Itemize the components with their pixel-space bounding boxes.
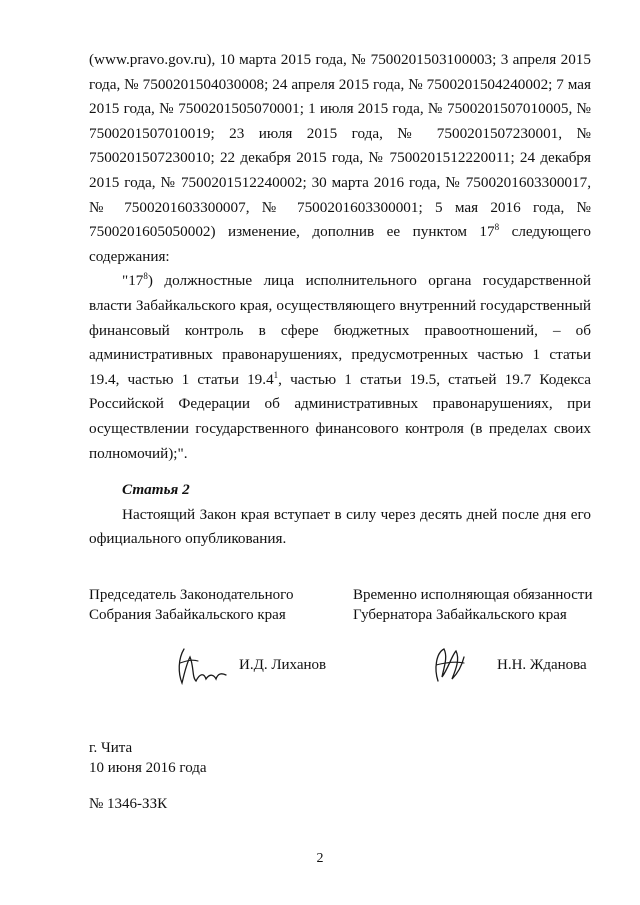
chairman-signature-block bbox=[89, 585, 293, 625]
place-and-date bbox=[89, 738, 207, 778]
new-item-paragraph: "$17^8$) должностные лица исполнительного органа государственной власти Забайкальского края, осуществляющего внутренний государственный финансовый контроль в сфере бюджетных правоотношений, – об административных правонарушениях, предусмотренных частью 1 статьи 19.4, частью 1 статьи 19.4$^1$, частью 1 статьи 19.5, статьей 19.7 Кодекса Российской Федерации об административных правонарушениях, при осуществлении государственного финансового контроля (в пределах своих полномочий);". bbox=[89, 271, 592, 462]
handwritten-signature-right bbox=[430, 643, 470, 687]
article-2-text: Настоящий Закон края вступает в силу через десять дней после дня его официального опубликования. bbox=[89, 505, 591, 548]
amendment-paragraph: (www.pravo.gov.ru), 10 марта 2015 года, № 7500201503100003; 3 апреля 2015 года, № 7500201504030008; 24 апреля 2015 года, № 7500201504240002; 7 мая 2015 года, № 7500201505070001; 1 июля 2015 года, № 7500201507010005, № 7500201507010019; 23 июля 2015 года, № 7500201507230001, № 7500201507230010; 22 декабря 2015 года, № 7500201512220011; 24 декабря 2015 года, № 7500201512240002; 30 марта 2016 года, № 7500201603300017, № 7500201603300007, № 7500201603300001; 5 мая 2016 года, № 7500201605050002) изменение, дополнив ее пунктом $17^8$ следующего содержания: bbox=[89, 51, 591, 265]
law-body bbox=[89, 48, 591, 552]
governor-title-line-2: Губернатора Забайкальского края bbox=[353, 607, 567, 623]
page-number: 2 bbox=[316, 851, 324, 866]
handwritten-signature-left bbox=[170, 643, 230, 689]
governor-title-line-1: Временно исполняющая обязанности bbox=[353, 587, 593, 603]
city: г. Чита bbox=[89, 740, 133, 756]
chairman-title-line-1: Председатель Законодательного bbox=[89, 587, 294, 603]
chairman-name: И.Д. Лиханов bbox=[239, 657, 327, 673]
article-2-title: Статья 2 bbox=[122, 481, 190, 499]
chairman-title-line-2: Собрания Забайкальского края bbox=[89, 607, 286, 623]
adoption-date: 10 июня 2016 года bbox=[89, 760, 207, 776]
governor-name: Н.Н. Жданова bbox=[497, 657, 587, 673]
governor-signature-block bbox=[353, 585, 593, 625]
law-number: № 1346-ЗЗК bbox=[89, 796, 168, 812]
